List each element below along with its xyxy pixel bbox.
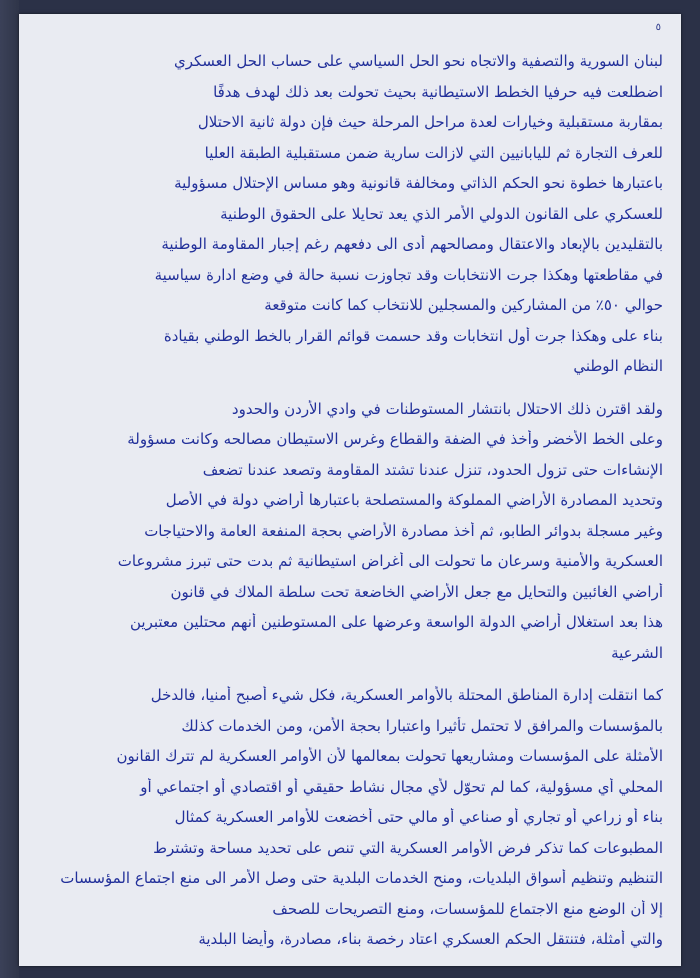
handwritten-page [19, 14, 681, 966]
handwritten-line: اضطلعت فيه حرفيا الخطط الاستيطانية بحيث تحولت بعد ذلك لهدف هدفًا [213, 82, 663, 101]
handwritten-line: وتحديد المصادرة الأراضي المملوكة والمستصلحة باعتبارها أراضي دولة في الأصل [165, 491, 663, 509]
handwritten-line: التنظيم وتنظيم أسواق البلديات، ومنح الخدمات البلدية حتى وصل الأمر الى منع اجتماع المؤسسات [60, 869, 663, 887]
handwritten-line: العسكرية والأمنية وسرعان ما تحولت الى أغراض استيطانية ثم بدت حتى تبرز مشروعات [117, 552, 663, 570]
handwritten-line: بمقاربة مستقبلية وخيارات لعدة مراحل المرحلة حيث فإن دولة ثانية الاحتلال [197, 113, 663, 131]
handwritten-line: الأمثلة على المؤسسات ومشاريعها تحولت بمعالمها لأن الأوامر العسكرية لم تترك القانون [116, 747, 663, 765]
handwritten-line: لبنان السورية والتصفية والاتجاه نحو الحل السياسي على حساب الحل العسكري [173, 52, 663, 70]
handwritten-line: كما انتقلت إدارة المناطق المحتلة بالأوامر العسكرية، فكل شيء أصبح أمنيا، فالدخل [150, 686, 663, 704]
handwritten-line: الإنشاءات حتى تزول الحدود، تنزل عندنا تشتد المقاومة وتصعد عندنا تضعف [202, 460, 663, 479]
handwritten-line: ولقد اقترن ذلك الاحتلال بانتشار المستوطنات في وادي الأردن والحدود [231, 399, 663, 418]
handwritten-line: بالتقليدين بالإبعاد والاعتقال ومصالحهم أدى الى دفعهم رغم إجبار المقاومة الوطنية [161, 235, 663, 253]
handwritten-line: بناء أو زراعي أو تجاري أو صناعي أو مالي حتى أخضعت للأوامر العسكرية كمثال [174, 808, 663, 826]
handwritten-line: إلا أن الوضع منع الاجتماع للمؤسسات، ومنع التصريحات للصحف [272, 899, 663, 918]
handwritten-line: المحلي أي مسؤولية، كما لم تحوّل لأي مجال نشاط حقيقي أو اقتصادي أو اجتماعي أو [140, 777, 663, 796]
handwritten-line: باعتبارها خطوة نحو الحكم الذاتي ومخالفة قانونية وهو مساس الإحتلال مسؤولية [174, 174, 663, 192]
handwritten-line: بناء على وهكذا جرت أول انتخابات وقد حسمت قوائم القرار بالخط الوطني بقيادة [163, 326, 663, 345]
handwritten-line: في مقاطعتها وهكذا جرت الانتخابات وقد تجاوزت نسبة حالة في وضع ادارة سياسية [154, 265, 663, 284]
handwritten-line: بالمؤسسات والمرافق لا تحتمل تأثيرا واعتبارا بحجة الأمن، ومن الخدمات كذلك [181, 716, 663, 735]
handwritten-line: والتي أمثلة، فتنتقل الحكم العسكري اعتاد رخصة بناء، مصادرة، وأيضا البلدية [198, 930, 663, 948]
page-marker: ٥ [655, 22, 661, 33]
handwritten-line: وعلى الخط الأخضر وأخذ في الضفة والقطاع وغرس الاستيطان مصالحه وكانت مسؤولة [127, 430, 663, 448]
scan-edge [0, 0, 19, 978]
handwritten-line: النظام الوطني [573, 357, 663, 375]
handwritten-line: هذا بعد استغلال أراضي الدولة الواسعة وعرضها على المستوطنين أنهم محتلين معتبرين [130, 613, 663, 631]
handwritten-line: أراضي الغائبين والتحايل مع جعل الأراضي الخاضعة تحت سلطة الملاك في قانون [170, 582, 663, 601]
handwritten-line: الشرعية [611, 643, 663, 662]
handwritten-line: حوالي ٥٠٪ من المشاركين والمسجلين للانتخاب كما كانت متوقعة [264, 296, 663, 314]
handwritten-line: للعرف التجارة ثم لليابانيين التي لازالت سارية ضمن مستقبلية الطبقة العليا [204, 143, 663, 162]
handwritten-line: للعسكري على القانون الدولي الأمر الذي يعد تحايلا على الحقوق الوطنية [220, 204, 663, 223]
handwritten-text-block [33, 34, 667, 952]
handwritten-line: المطبوعات كما تذكر فرض الأوامر العسكرية التي تنص على تحديد مساحة وتشترط [153, 838, 663, 857]
handwritten-line: وغير مسجلة بدوائر الطابو، ثم أخذ مصادرة الأراضي بحجة المنفعة العامة والاحتياجات [144, 521, 663, 540]
